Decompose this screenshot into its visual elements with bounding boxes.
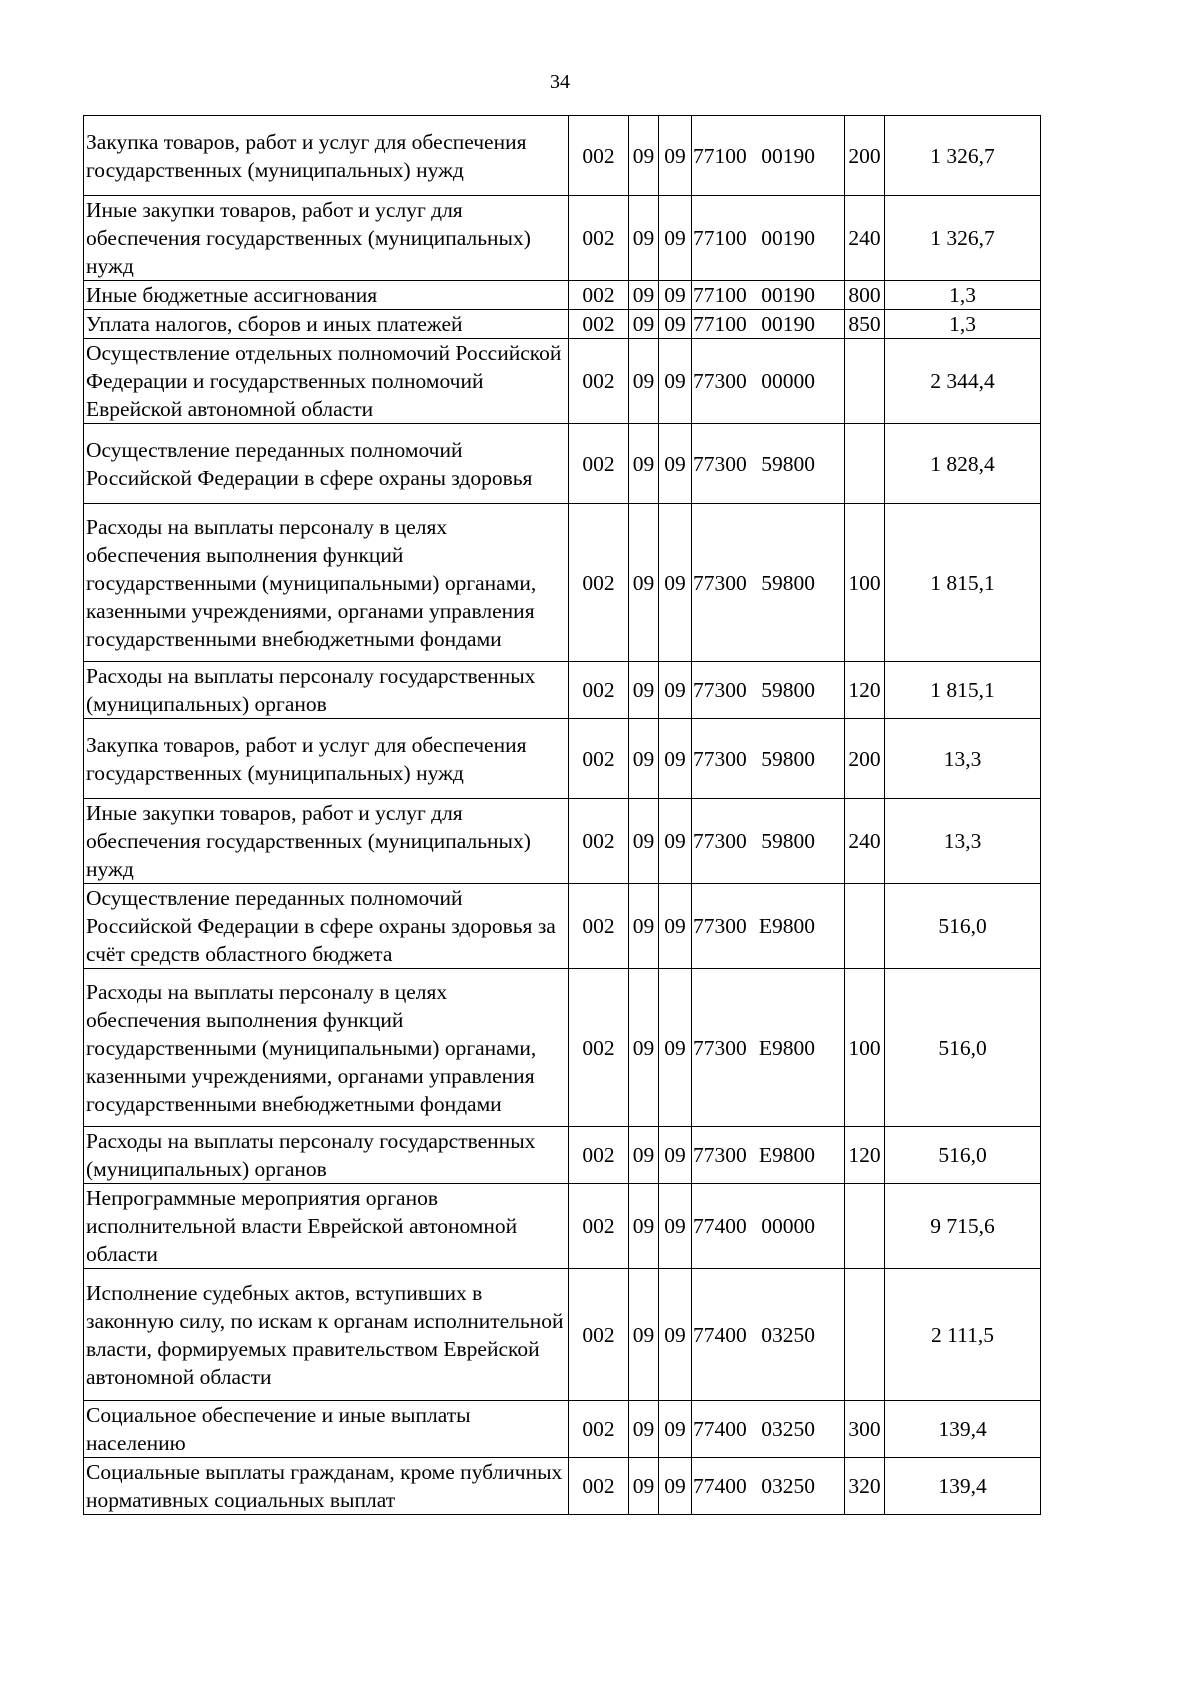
expense-type-code: [845, 339, 885, 424]
amount: 516,0: [885, 969, 1041, 1127]
target-article-part: 00: [725, 914, 747, 938]
target-article-code: [692, 884, 845, 969]
amount: 1 326,7: [885, 196, 1041, 281]
section-code: 09: [629, 969, 659, 1127]
target-article-part: 773: [693, 678, 726, 702]
target-article-part: 00: [725, 369, 747, 393]
target-article-part: 59800: [761, 746, 815, 771]
expense-type-code: [845, 1269, 885, 1401]
ved-code: 002: [569, 969, 629, 1127]
target-article-part: 00: [725, 226, 747, 250]
ved-code: 002: [569, 1269, 629, 1401]
row-name: Осуществление переданных полномочий Российской Федерации в сфере охраны здоровья за счёт средств областного бюджета: [84, 884, 569, 969]
ved-code: 002: [569, 1127, 629, 1184]
target-article-part: E9800: [758, 1035, 815, 1060]
expense-type-code: 320: [845, 1458, 885, 1515]
amount: 1 828,4: [885, 424, 1041, 504]
target-article-code: [692, 281, 845, 310]
subsection-code: 09: [659, 424, 692, 504]
expense-type-code: [845, 424, 885, 504]
target-article-part: 00: [725, 570, 747, 595]
target-article-part: 00: [725, 1143, 747, 1167]
table-row: [84, 1127, 1041, 1184]
expense-type-code: [845, 1184, 885, 1269]
ved-code: 002: [569, 310, 629, 339]
section-code: 09: [629, 1184, 659, 1269]
table-row: [84, 281, 1041, 310]
target-article-part: 00: [725, 678, 747, 702]
target-article-part: 00190: [761, 143, 815, 168]
target-article-code: [692, 969, 845, 1127]
subsection-code: 09: [659, 1401, 692, 1458]
amount: 139,4: [885, 1458, 1041, 1515]
target-article-part: 00190: [761, 283, 815, 307]
subsection-code: 09: [659, 504, 692, 662]
row-name: Осуществление переданных полномочий Российской Федерации в сфере охраны здоровья: [84, 424, 569, 504]
target-article-part: 00: [725, 1322, 747, 1347]
section-code: 09: [629, 1401, 659, 1458]
target-article-part: 00: [725, 451, 747, 476]
target-article-part: 774: [693, 1474, 726, 1498]
target-article-code: [692, 116, 845, 196]
table-row: [84, 310, 1041, 339]
amount: 13,3: [885, 719, 1041, 799]
row-name: Осуществление отдельных полномочий Российской Федерации и государственных полномочий Еврейской автономной области: [84, 339, 569, 424]
section-code: 09: [629, 310, 659, 339]
section-code: 09: [629, 281, 659, 310]
expense-type-code: 200: [845, 116, 885, 196]
page-number: 34: [550, 71, 570, 93]
target-article-part: 773: [693, 451, 726, 476]
section-code: 09: [629, 504, 659, 662]
budget-table: [83, 115, 1041, 1515]
amount: 1,3: [885, 281, 1041, 310]
target-article-code: [692, 662, 845, 719]
target-article-code: [692, 799, 845, 884]
section-code: 09: [629, 1269, 659, 1401]
target-article-part: 03250: [761, 1322, 815, 1347]
subsection-code: 09: [659, 799, 692, 884]
table-row: [84, 719, 1041, 799]
target-article-code: [692, 339, 845, 424]
subsection-code: 09: [659, 1184, 692, 1269]
ved-code: 002: [569, 884, 629, 969]
ved-code: 002: [569, 719, 629, 799]
target-article-part: 59800: [761, 829, 815, 853]
target-article-part: 00: [725, 143, 747, 168]
table-row: [84, 969, 1041, 1127]
target-article-part: 773: [693, 746, 726, 771]
subsection-code: 09: [659, 281, 692, 310]
target-article-part: 773: [693, 369, 726, 393]
subsection-code: 09: [659, 884, 692, 969]
target-article-part: 774: [693, 1214, 726, 1238]
target-article-part: 773: [693, 1143, 726, 1167]
ved-code: 002: [569, 116, 629, 196]
table-row: [84, 116, 1041, 196]
subsection-code: 09: [659, 1127, 692, 1184]
row-name: Непрограммные мероприятия органов исполнительной власти Еврейской автономной области: [84, 1184, 569, 1269]
target-article-part: 773: [693, 1035, 726, 1060]
target-article-part: 774: [693, 1322, 726, 1347]
target-article-part: 59800: [761, 451, 815, 476]
ved-code: 002: [569, 1184, 629, 1269]
amount: 139,4: [885, 1401, 1041, 1458]
table-row: [84, 424, 1041, 504]
section-code: 09: [629, 196, 659, 281]
subsection-code: 09: [659, 196, 692, 281]
table-row: [84, 884, 1041, 969]
expense-type-code: 100: [845, 504, 885, 662]
subsection-code: 09: [659, 969, 692, 1127]
amount: 2 344,4: [885, 339, 1041, 424]
section-code: 09: [629, 884, 659, 969]
subsection-code: 09: [659, 310, 692, 339]
section-code: 09: [629, 116, 659, 196]
row-name: Социальное обеспечение и иные выплаты населению: [84, 1401, 569, 1458]
ved-code: 002: [569, 799, 629, 884]
target-article-part: 00: [725, 312, 747, 336]
subsection-code: 09: [659, 1458, 692, 1515]
target-article-part: 00190: [761, 312, 815, 336]
ved-code: 002: [569, 424, 629, 504]
expense-type-code: 240: [845, 196, 885, 281]
row-name: Закупка товаров, работ и услуг для обеспечения государственных (муниципальных) нужд: [84, 116, 569, 196]
row-name: Расходы на выплаты персоналу государственных (муниципальных) органов: [84, 662, 569, 719]
target-article-part: 00: [725, 746, 747, 771]
target-article-code: [692, 504, 845, 662]
table-row: [84, 799, 1041, 884]
table-row: [84, 196, 1041, 281]
target-article-code: [692, 1184, 845, 1269]
expense-type-code: [845, 884, 885, 969]
ved-code: 002: [569, 662, 629, 719]
subsection-code: 09: [659, 339, 692, 424]
target-article-part: 00: [725, 283, 747, 307]
target-article-part: 774: [693, 1417, 726, 1441]
target-article-part: 771: [693, 226, 726, 250]
target-article-part: 59800: [761, 570, 815, 595]
subsection-code: 09: [659, 116, 692, 196]
ved-code: 002: [569, 196, 629, 281]
table-row: [84, 1269, 1041, 1401]
row-name: Иные закупки товаров, работ и услуг для обеспечения государственных (муниципальных) нужд: [84, 799, 569, 884]
target-article-part: 773: [693, 570, 726, 595]
table-body: [84, 116, 1041, 1515]
amount: 2 111,5: [885, 1269, 1041, 1401]
expense-type-code: 120: [845, 662, 885, 719]
table-row: [84, 1184, 1041, 1269]
table-row: [84, 662, 1041, 719]
target-article-code: [692, 196, 845, 281]
row-name: Социальные выплаты гражданам, кроме публичных нормативных социальных выплат: [84, 1458, 569, 1515]
target-article-part: E9800: [758, 914, 815, 938]
target-article-code: [692, 1401, 845, 1458]
ved-code: 002: [569, 504, 629, 662]
amount: 1,3: [885, 310, 1041, 339]
amount: 1 815,1: [885, 504, 1041, 662]
target-article-part: 771: [693, 283, 726, 307]
amount: 1 326,7: [885, 116, 1041, 196]
amount: 13,3: [885, 799, 1041, 884]
subsection-code: 09: [659, 719, 692, 799]
subsection-code: 09: [659, 662, 692, 719]
expense-type-code: 800: [845, 281, 885, 310]
target-article-part: 00: [725, 1214, 747, 1238]
target-article-part: 03250: [761, 1417, 815, 1441]
table-row: [84, 339, 1041, 424]
amount: 516,0: [885, 884, 1041, 969]
target-article-code: [692, 1458, 845, 1515]
ved-code: 002: [569, 281, 629, 310]
amount: 1 815,1: [885, 662, 1041, 719]
ved-code: 002: [569, 1401, 629, 1458]
section-code: 09: [629, 424, 659, 504]
target-article-part: E9800: [758, 1143, 815, 1167]
target-article-part: 59800: [761, 678, 815, 702]
row-name: Расходы на выплаты персоналу в целях обеспечения выполнения функций государственными (муниципальными) органами, казенными учреждениями, органами управления государственными внебюджетными фондами: [84, 504, 569, 662]
section-code: 09: [629, 799, 659, 884]
target-article-part: 00: [725, 1417, 747, 1441]
expense-type-code: 300: [845, 1401, 885, 1458]
row-name: Иные бюджетные ассигнования: [84, 281, 569, 310]
row-name: Иные закупки товаров, работ и услуг для обеспечения государственных (муниципальных) нужд: [84, 196, 569, 281]
expense-type-code: 240: [845, 799, 885, 884]
target-article-code: [692, 719, 845, 799]
section-code: 09: [629, 662, 659, 719]
section-code: 09: [629, 1458, 659, 1515]
target-article-code: [692, 310, 845, 339]
expense-type-code: 120: [845, 1127, 885, 1184]
target-article-code: [692, 424, 845, 504]
target-article-code: [692, 1127, 845, 1184]
target-article-part: 773: [693, 829, 726, 853]
target-article-part: 00000: [761, 369, 815, 393]
row-name: Расходы на выплаты персоналу государственных (муниципальных) органов: [84, 1127, 569, 1184]
target-article-code: [692, 1269, 845, 1401]
amount: 9 715,6: [885, 1184, 1041, 1269]
target-article-part: 00: [725, 1474, 747, 1498]
target-article-part: 771: [693, 312, 726, 336]
row-name: Уплата налогов, сборов и иных платежей: [84, 310, 569, 339]
section-code: 09: [629, 339, 659, 424]
section-code: 09: [629, 719, 659, 799]
target-article-part: 773: [693, 914, 726, 938]
expense-type-code: 200: [845, 719, 885, 799]
target-article-part: 00000: [761, 1214, 815, 1238]
expense-type-code: 100: [845, 969, 885, 1127]
table-row: [84, 1458, 1041, 1515]
target-article-part: 771: [693, 143, 726, 168]
table-row: [84, 1401, 1041, 1458]
section-code: 09: [629, 1127, 659, 1184]
row-name: Закупка товаров, работ и услуг для обеспечения государственных (муниципальных) нужд: [84, 719, 569, 799]
table-row: [84, 504, 1041, 662]
target-article-part: 00190: [761, 226, 815, 250]
target-article-part: 00: [725, 829, 747, 853]
target-article-part: 00: [725, 1035, 747, 1060]
expense-type-code: 850: [845, 310, 885, 339]
row-name: Исполнение судебных актов, вступивших в законную силу, по искам к органам исполнительной власти, формируемых правительством Еврейской автономной области: [84, 1269, 569, 1401]
ved-code: 002: [569, 1458, 629, 1515]
amount: 516,0: [885, 1127, 1041, 1184]
ved-code: 002: [569, 339, 629, 424]
target-article-part: 03250: [761, 1474, 815, 1498]
subsection-code: 09: [659, 1269, 692, 1401]
row-name: Расходы на выплаты персоналу в целях обеспечения выполнения функций государственными (муниципальными) органами, казенными учреждениями, органами управления государственными внебюджетными фондами: [84, 969, 569, 1127]
